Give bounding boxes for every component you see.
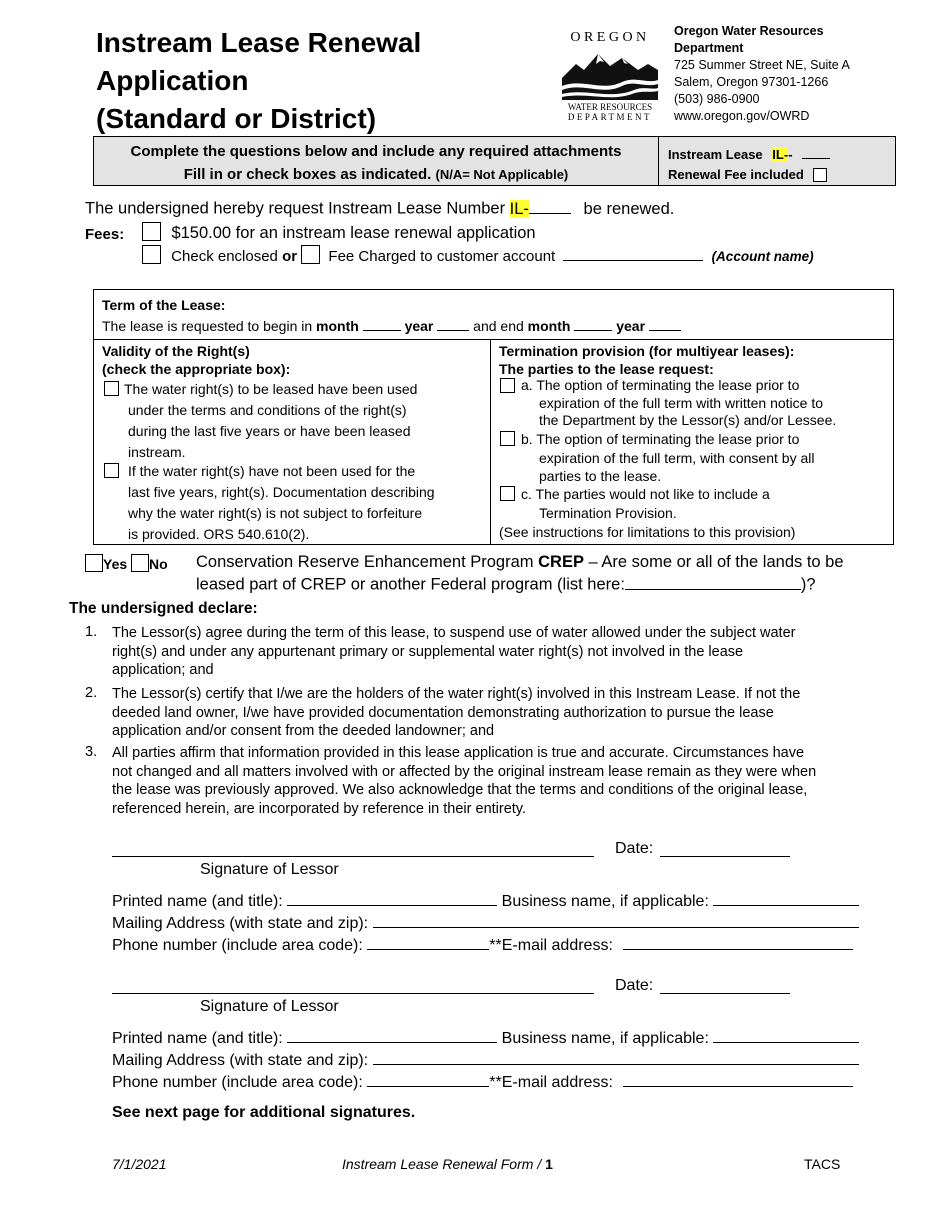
mailing-address-label-1: Mailing Address (with state and zip): <box>112 915 369 932</box>
request-text-before: The undersigned hereby request Instream Lease Number <box>85 199 506 218</box>
footer-page-number: 1 <box>545 1156 553 1172</box>
mountain-river-icon <box>562 48 658 100</box>
instruction-line-2-main: Fill in or check boxes as indicated. <box>183 166 432 183</box>
account-number-blank[interactable] <box>563 245 703 261</box>
org-name-1: Oregon Water Resources <box>674 24 824 38</box>
instruction-na-note: (N/A= Not Applicable) <box>435 167 569 182</box>
termination-option-a-checkbox[interactable] <box>500 378 515 393</box>
date-label-1: Date: <box>615 840 654 857</box>
check-enclosed-checkbox[interactable] <box>142 245 161 264</box>
begin-year-blank[interactable] <box>437 316 469 331</box>
date-blank-2[interactable] <box>660 977 790 994</box>
footer-form-name-text: Instream Lease Renewal Form / <box>342 1156 542 1172</box>
org-address-2: Salem, Oregon 97301-1266 <box>674 75 829 89</box>
business-name-label-2: Business name, if applicable: <box>501 1030 709 1047</box>
printed-name-label-2: Printed name (and title): <box>112 1030 283 1047</box>
org-website: www.oregon.gov/OWRD <box>674 109 810 123</box>
termination-heading-text: Termination provision (for multiyear leases): <box>499 343 795 359</box>
crep-question <box>196 553 844 595</box>
signature-label-2: Signature of Lessor <box>200 998 339 1015</box>
request-text-after: be renewed. <box>583 199 675 218</box>
termination-subheading: The parties to the lease request: <box>499 361 714 377</box>
phone-label-2: Phone number (include area code): <box>112 1074 363 1091</box>
fee-charged-label: Fee Charged to customer account <box>328 248 556 265</box>
validity-option-2-line-4: is provided. ORS 540.610(2). <box>128 526 310 542</box>
validity-option-2-line-1: If the water right(s) have not been used for the <box>128 463 416 479</box>
declare-item-3-line-2: not changed and all matters involved with or affected by the original instream lease remain as they were when <box>112 763 817 780</box>
declare-item-2-line-2: deeded land owner, I/we have provided documentation demonstrating authorization to pursue the lease <box>112 704 774 721</box>
instruction-box <box>93 136 896 186</box>
termination-option-c-line-1: c. The parties would not like to include a <box>521 486 770 502</box>
validity-option-2-line-2: last five years, right(s). Documentation describing <box>128 484 435 500</box>
end-year-blank[interactable] <box>649 316 681 331</box>
signature-block-1 <box>112 838 902 955</box>
termination-option-b <box>499 430 891 486</box>
crep-text-2-end: )? <box>800 575 816 594</box>
declare-item-2-line-3: application and/or consent from the deeded landowner; and <box>112 723 495 739</box>
declare-item-3-number: 3. <box>85 744 98 760</box>
crep-text-1: Conservation Reserve Enhancement Program <box>196 553 534 571</box>
email-blank-2[interactable] <box>623 1070 853 1087</box>
termination-option-c <box>499 485 891 522</box>
mailing-address-label-2: Mailing Address (with state and zip): <box>112 1052 369 1069</box>
crep-yes-label: Yes <box>103 556 128 572</box>
term-begin-month-label: month <box>316 318 359 334</box>
org-address-1: 725 Summer Street NE, Suite A <box>674 58 850 72</box>
renewal-fee-row <box>668 167 827 182</box>
form-title <box>96 24 421 138</box>
termination-option-b-line-1: b. The option of terminating the lease prior to <box>521 431 800 447</box>
validity-option-1-line-2: under the terms and conditions of the right(s) <box>128 402 407 418</box>
validity-option-2-line-3: why the water right(s) is not subject to forfeiture <box>128 505 423 521</box>
phone-blank-2[interactable] <box>367 1070 489 1087</box>
termination-option-a-line-1: a. The option of terminating the lease prior to <box>521 377 800 393</box>
request-prefix: IL- <box>509 199 529 218</box>
termination-option-c-line-2: Termination Provision. <box>539 504 677 521</box>
fee-amount-row <box>142 222 536 243</box>
lease-terms-table <box>93 289 894 545</box>
declare-item-1-line-1: The Lessor(s) agree during the term of this lease, to suspend use of water allowed under the subject water <box>112 625 796 641</box>
printed-name-blank-1[interactable] <box>287 889 497 906</box>
term-end-month-label: month <box>527 318 571 334</box>
fee-amount-checkbox[interactable] <box>142 222 161 241</box>
declare-item-3-line-4: referenced herein, are incorporated by reference in their entirety. <box>112 800 527 817</box>
declare-item-2-line-1: The Lessor(s) certify that I/we are the holders of the water right(s) involved in this Instream Lease. If not the <box>112 686 801 702</box>
printed-name-blank-2[interactable] <box>287 1026 497 1043</box>
signature-label-1: Signature of Lessor <box>200 861 339 878</box>
request-lease-number-blank[interactable] <box>529 196 571 214</box>
title-line-3: (Standard or District) <box>96 103 377 134</box>
org-name-2: Department <box>674 41 744 55</box>
instruction-line-1: Complete the questions below and include any required attachments <box>130 143 622 160</box>
account-name-label: (Account name) <box>711 249 814 264</box>
declare-item-1 <box>112 624 892 680</box>
declare-item-2 <box>112 685 892 741</box>
declare-item-3-line-1: All parties affirm that information provided in this lease application is true and accurate. Circumstances have <box>112 745 805 761</box>
title-line-1: Instream Lease Renewal <box>96 27 422 58</box>
begin-month-blank[interactable] <box>363 316 401 331</box>
footer-form-name <box>342 1156 553 1172</box>
term-end-text: and end <box>473 318 524 334</box>
declare-heading: The undersigned declare: <box>69 600 258 617</box>
email-label-1: **E-mail address: <box>489 937 613 954</box>
termination-heading <box>499 342 794 378</box>
business-name-label-1: Business name, if applicable: <box>501 893 709 910</box>
fee-charged-checkbox[interactable] <box>301 245 320 264</box>
lease-prefix: IL- <box>772 147 789 162</box>
end-month-blank[interactable] <box>574 316 612 331</box>
fee-payment-row <box>142 245 814 265</box>
termination-option-c-checkbox[interactable] <box>500 486 515 501</box>
termination-note: (See instructions for limitations to this provision) <box>499 524 796 540</box>
crep-no-checkbox[interactable] <box>131 554 149 572</box>
business-name-blank-2[interactable] <box>713 1026 859 1043</box>
email-label-2: **E-mail address: <box>489 1074 613 1091</box>
validity-option-2 <box>102 461 487 545</box>
request-line <box>85 196 674 219</box>
email-blank-1[interactable] <box>623 933 853 950</box>
term-begin-text: The lease is requested to begin in <box>102 318 313 334</box>
date-blank-1[interactable] <box>660 840 790 857</box>
renewal-fee-checkbox[interactable] <box>813 168 827 182</box>
validity-option-1-line-4: instream. <box>128 444 186 460</box>
instruction-line-2 <box>94 166 658 183</box>
termination-option-b-checkbox[interactable] <box>500 431 515 446</box>
mailing-address-blank-1[interactable] <box>373 911 859 928</box>
date-label-2: Date: <box>615 977 654 994</box>
validity-option-1-line-3: during the last five years or have been leased <box>128 423 411 439</box>
validity-option-1 <box>102 379 487 463</box>
or-label: or <box>282 248 298 265</box>
check-enclosed-label: Check enclosed <box>171 248 278 265</box>
printed-name-label-1: Printed name (and title): <box>112 893 283 910</box>
crep-yes-checkbox[interactable] <box>85 554 103 572</box>
term-heading: Term of the Lease: <box>102 297 226 313</box>
validity-subheading: (check the appropriate box): <box>102 361 291 377</box>
term-begin-year-label: year <box>404 318 434 334</box>
owrd-logo <box>560 30 660 126</box>
title-line-2: Application <box>96 65 249 96</box>
validity-heading <box>102 342 290 378</box>
validity-option-1-checkbox[interactable] <box>104 381 119 396</box>
crep-program-blank[interactable] <box>625 572 801 590</box>
crep-bold: CREP <box>538 553 584 571</box>
lease-dash: - <box>788 147 793 162</box>
signature-block-2 <box>112 975 902 1092</box>
org-phone: (503) 986-0900 <box>674 92 760 106</box>
termination-option-a <box>499 377 891 430</box>
next-page-note: See next page for additional signatures. <box>112 1104 416 1121</box>
fee-amount-text: $150.00 for an instream lease renewal application <box>171 224 536 242</box>
declare-item-1-number: 1. <box>85 624 98 640</box>
footer-date: 7/1/2021 <box>112 1156 167 1172</box>
declare-item-2-number: 2. <box>85 685 98 701</box>
crep-no-label: No <box>149 556 168 572</box>
validity-heading-text: Validity of the Right(s) <box>102 343 250 359</box>
phone-blank-1[interactable] <box>367 933 489 950</box>
termination-option-a-line-3: the Department by the Lessor(s) and/or Lessee. <box>539 412 837 428</box>
signature-line-2[interactable] <box>112 977 594 994</box>
term-end-year-label: year <box>616 318 646 334</box>
lease-number-blank[interactable] <box>802 145 830 159</box>
declare-item-1-line-3: application; and <box>112 662 214 678</box>
footer-code: TACS <box>804 1156 841 1172</box>
declare-item-3 <box>112 744 892 818</box>
logo-bottom-text-2: DEPARTMENT <box>567 112 653 122</box>
phone-label-1: Phone number (include area code): <box>112 937 363 954</box>
validity-option-2-checkbox[interactable] <box>104 463 119 478</box>
lease-number-field[interactable] <box>668 145 830 162</box>
crep-text-2: leased part of CREP or another Federal program (list here: <box>196 575 625 594</box>
crep-yes-no <box>85 554 168 572</box>
mailing-address-blank-2[interactable] <box>373 1048 859 1065</box>
crep-text-1-after: – Are some or all of the lands to be <box>588 553 844 571</box>
termination-option-a-line-2: expiration of the full term with written notice to <box>539 394 824 411</box>
validity-option-1-line-1: The water right(s) to be leased have been used <box>124 381 418 397</box>
org-address-block <box>674 23 874 125</box>
fees-label: Fees: <box>85 226 125 243</box>
declare-item-1-line-2: right(s) and under any appurtenant primary or supplemental water right(s) not involved in the lease <box>112 643 744 660</box>
lease-number-label: Instream Lease <box>668 147 763 162</box>
termination-option-b-line-3: parties to the lease. <box>539 468 662 484</box>
logo-bottom-text-1: WATER RESOURCES <box>567 102 653 112</box>
termination-option-b-line-2: expiration of the full term, with consent by all <box>539 449 815 466</box>
renewal-fee-label: Renewal Fee included <box>668 167 804 182</box>
term-row <box>102 316 681 334</box>
logo-top-text: OREGON <box>570 30 650 45</box>
declare-item-3-line-3: the lease was previously approved. We also acknowledge that the terms and conditions of the original lease, <box>112 782 808 798</box>
business-name-blank-1[interactable] <box>713 889 859 906</box>
signature-line-1[interactable] <box>112 840 594 857</box>
